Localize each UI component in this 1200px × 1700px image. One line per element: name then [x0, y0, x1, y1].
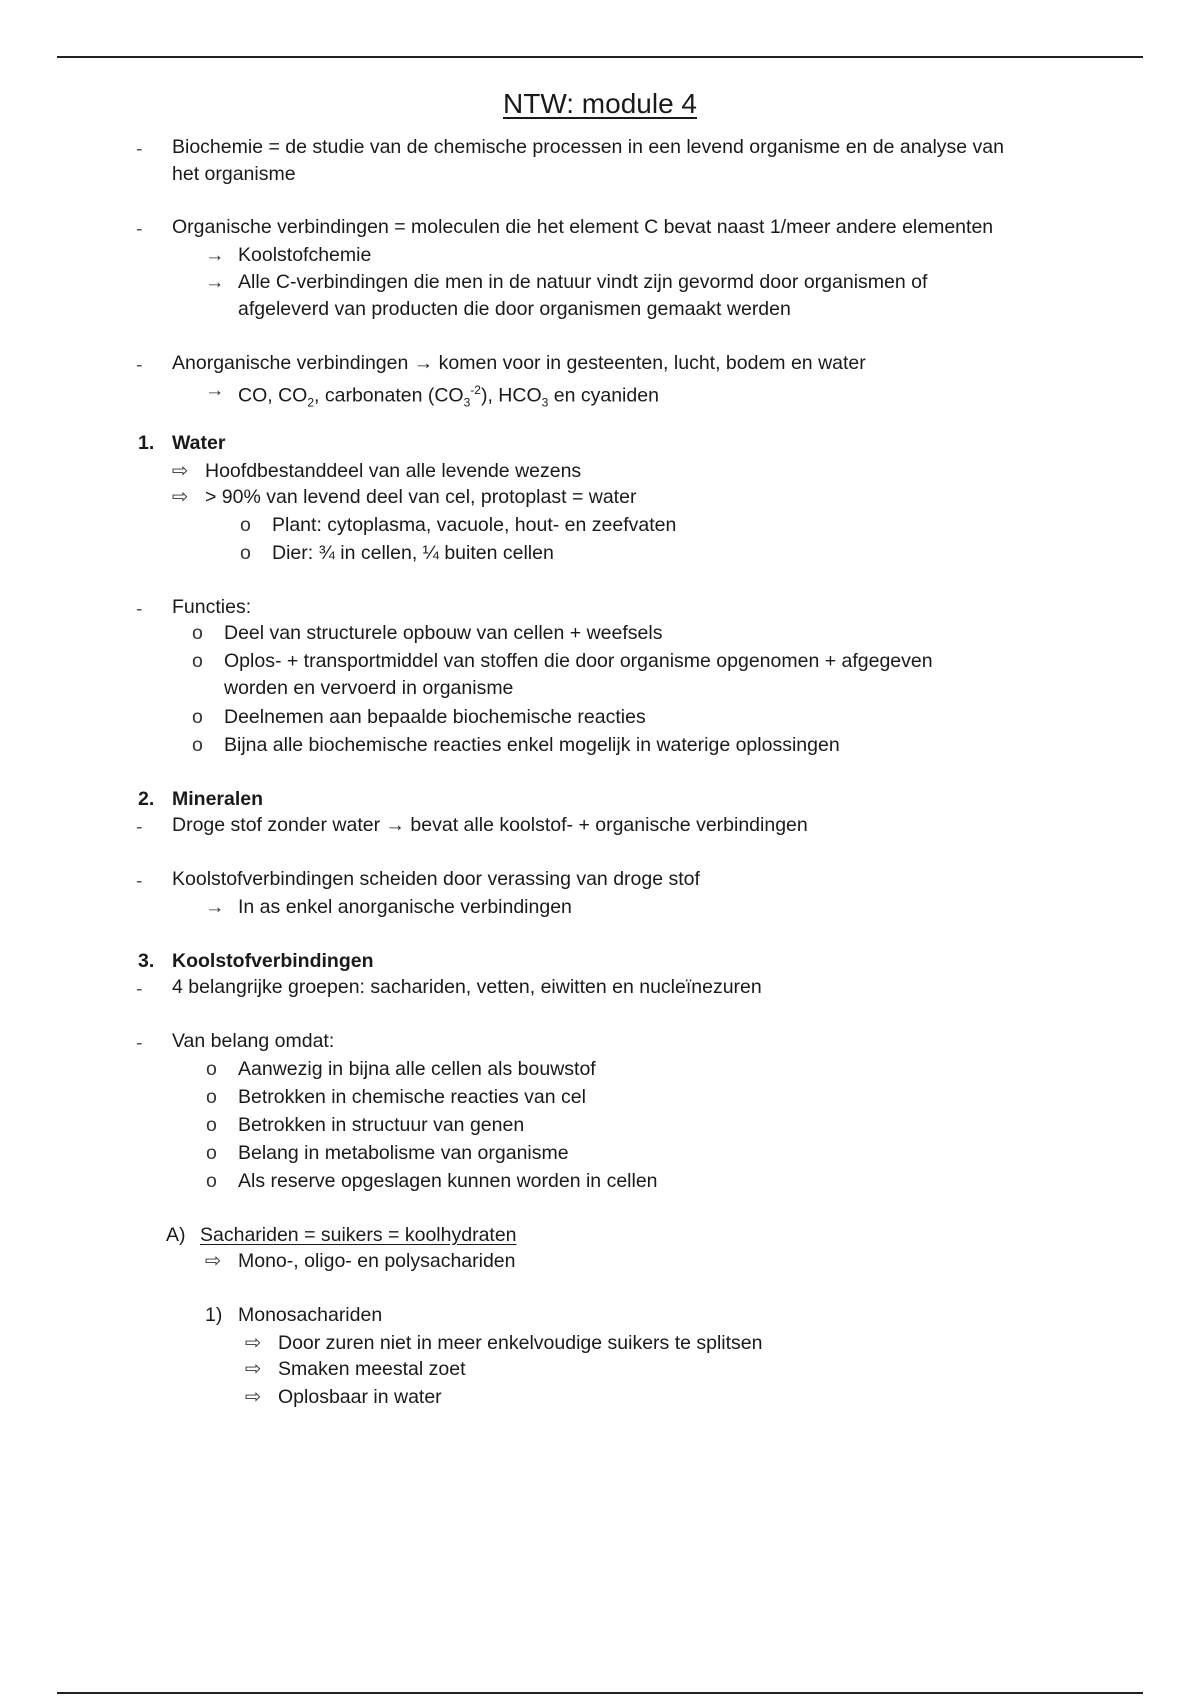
functie-4: Bijna alle biochemische reacties enkel mogelijk in waterige oplossingen [224, 734, 840, 756]
functie-1: Deel van structurele opbouw van cellen + weefsels [224, 622, 663, 644]
functies-label: Functies: [172, 596, 252, 618]
subsection-label: A) [166, 1224, 186, 1246]
formula-text: en cyaniden [548, 384, 659, 407]
circle-bullet: o [192, 650, 203, 672]
water-point-2a: Plant: cytoplasma, vacuole, hout- en zeefvaten [272, 514, 677, 536]
organisch-line: Organische verbindingen = moleculen die het element C bevat naast 1/meer andere elementen [172, 216, 994, 238]
dash-bullet: - [136, 354, 143, 376]
subsection-heading-sachariden: Sachariden = suikers = koolhydraten [200, 1224, 517, 1246]
formula-text: ), HCO [480, 384, 542, 407]
anorganisch-sub [238, 377, 659, 415]
hollow-arrow-icon: ⇨ [245, 1358, 262, 1380]
section-number: 3. [138, 950, 155, 972]
koolstof-point-1: 4 belangrijke groepen: sachariden, vetten, eiwitten en nucleïnezuren [172, 976, 762, 998]
section-number: 2. [138, 788, 155, 810]
top-rule [57, 56, 1143, 58]
section-number: 1. [138, 432, 155, 454]
reden-5: Als reserve opgeslagen kunnen worden in cellen [238, 1170, 658, 1192]
hollow-arrow-icon: ⇨ [205, 1250, 222, 1272]
organisch-sub-2-line-1: Alle C-verbindingen die men in de natuur vindt zijn gevormd door organismen of [238, 271, 928, 293]
subscript: 3 [463, 395, 471, 410]
koolstof-point-2: Van belang omdat: [172, 1030, 335, 1052]
page-title: NTW: module 4 [503, 88, 697, 119]
monosachariden-point-2: Smaken meestal zoet [278, 1358, 466, 1380]
circle-bullet: o [206, 1058, 217, 1080]
subsubsection-label: 1) [205, 1304, 223, 1326]
functie-2-line-1: Oplos- + transportmiddel van stoffen die door organisme opgenomen + afgegeven [224, 650, 933, 672]
arrow-icon: → [205, 379, 225, 401]
bottom-rule [57, 1692, 1143, 1694]
dash-bullet: - [136, 218, 143, 240]
monosachariden-point-3: Oplosbaar in water [278, 1386, 442, 1408]
hollow-arrow-icon: ⇨ [245, 1386, 262, 1408]
sachariden-point-1: Mono-, oligo- en polysachariden [238, 1250, 516, 1272]
dash-bullet: - [136, 1032, 143, 1054]
monosachariden-point-1: Door zuren niet in meer enkelvoudige suikers te splitsen [278, 1332, 763, 1354]
arrow-icon: → [205, 271, 225, 293]
functie-2-line-2: worden en vervoerd in organisme [224, 677, 514, 699]
circle-bullet: o [206, 1114, 217, 1136]
reden-3: Betrokken in structuur van genen [238, 1114, 525, 1136]
reden-4: Belang in metabolisme van organisme [238, 1142, 569, 1164]
circle-bullet: o [192, 622, 203, 644]
reden-1: Aanwezig in bijna alle cellen als bouwstof [238, 1058, 596, 1080]
biochemie-line-2: het organisme [172, 163, 296, 185]
organisch-sub-1: Koolstofchemie [238, 244, 372, 266]
circle-bullet: o [206, 1170, 217, 1192]
reden-2: Betrokken in chemische reacties van cel [238, 1086, 586, 1108]
subscript: 2 [307, 395, 315, 410]
section-heading-koolstof: Koolstofverbindingen [172, 950, 374, 972]
organisch-sub-2-line-2: afgeleverd van producten die door organismen gemaakt werden [238, 298, 791, 320]
circle-bullet: o [240, 514, 251, 536]
mineralen-point-2a: In as enkel anorganische verbindingen [238, 896, 572, 918]
arrow-icon: → [205, 896, 225, 918]
formula-co: CO, CO [238, 384, 308, 407]
subsubsection-heading-monosachariden: Monosachariden [238, 1304, 383, 1326]
hollow-arrow-icon: ⇨ [172, 460, 189, 482]
circle-bullet: o [192, 734, 203, 756]
mineralen-point-2: Koolstofverbindingen scheiden door verassing van droge stof [172, 868, 700, 890]
dash-bullet: - [136, 816, 143, 838]
arrow-icon: → [205, 244, 225, 266]
biochemie-line-1: Biochemie = de studie van de chemische processen in een levend organisme en de analyse van [172, 136, 1004, 158]
dash-bullet: - [136, 138, 143, 160]
water-point-2: > 90% van levend deel van cel, protoplast = water [205, 486, 637, 508]
dash-bullet: - [136, 598, 143, 620]
circle-bullet: o [206, 1086, 217, 1108]
functie-3: Deelnemen aan bepaalde biochemische reacties [224, 706, 646, 728]
circle-bullet: o [240, 542, 251, 564]
water-point-2b: Dier: ¾ in cellen, ¼ buiten cellen [272, 542, 554, 564]
mineralen-point-1: Droge stof zonder water → bevat alle koolstof- + organische verbindingen [172, 814, 808, 836]
section-heading-mineralen: Mineralen [172, 788, 264, 810]
subscript: 3 [541, 395, 549, 410]
circle-bullet: o [206, 1142, 217, 1164]
circle-bullet: o [192, 706, 203, 728]
hollow-arrow-icon: ⇨ [172, 486, 189, 508]
formula-text: , carbonaten (CO [314, 384, 464, 407]
water-point-1: Hoofdbestanddeel van alle levende wezens [205, 460, 582, 482]
hollow-arrow-icon: ⇨ [245, 1332, 262, 1354]
superscript: -2 [470, 383, 481, 397]
dash-bullet: - [136, 870, 143, 892]
dash-bullet: - [136, 978, 143, 1000]
anorganisch-line: Anorganische verbindingen → komen voor in gesteenten, lucht, bodem en water [172, 352, 866, 374]
section-heading-water: Water [172, 432, 226, 454]
